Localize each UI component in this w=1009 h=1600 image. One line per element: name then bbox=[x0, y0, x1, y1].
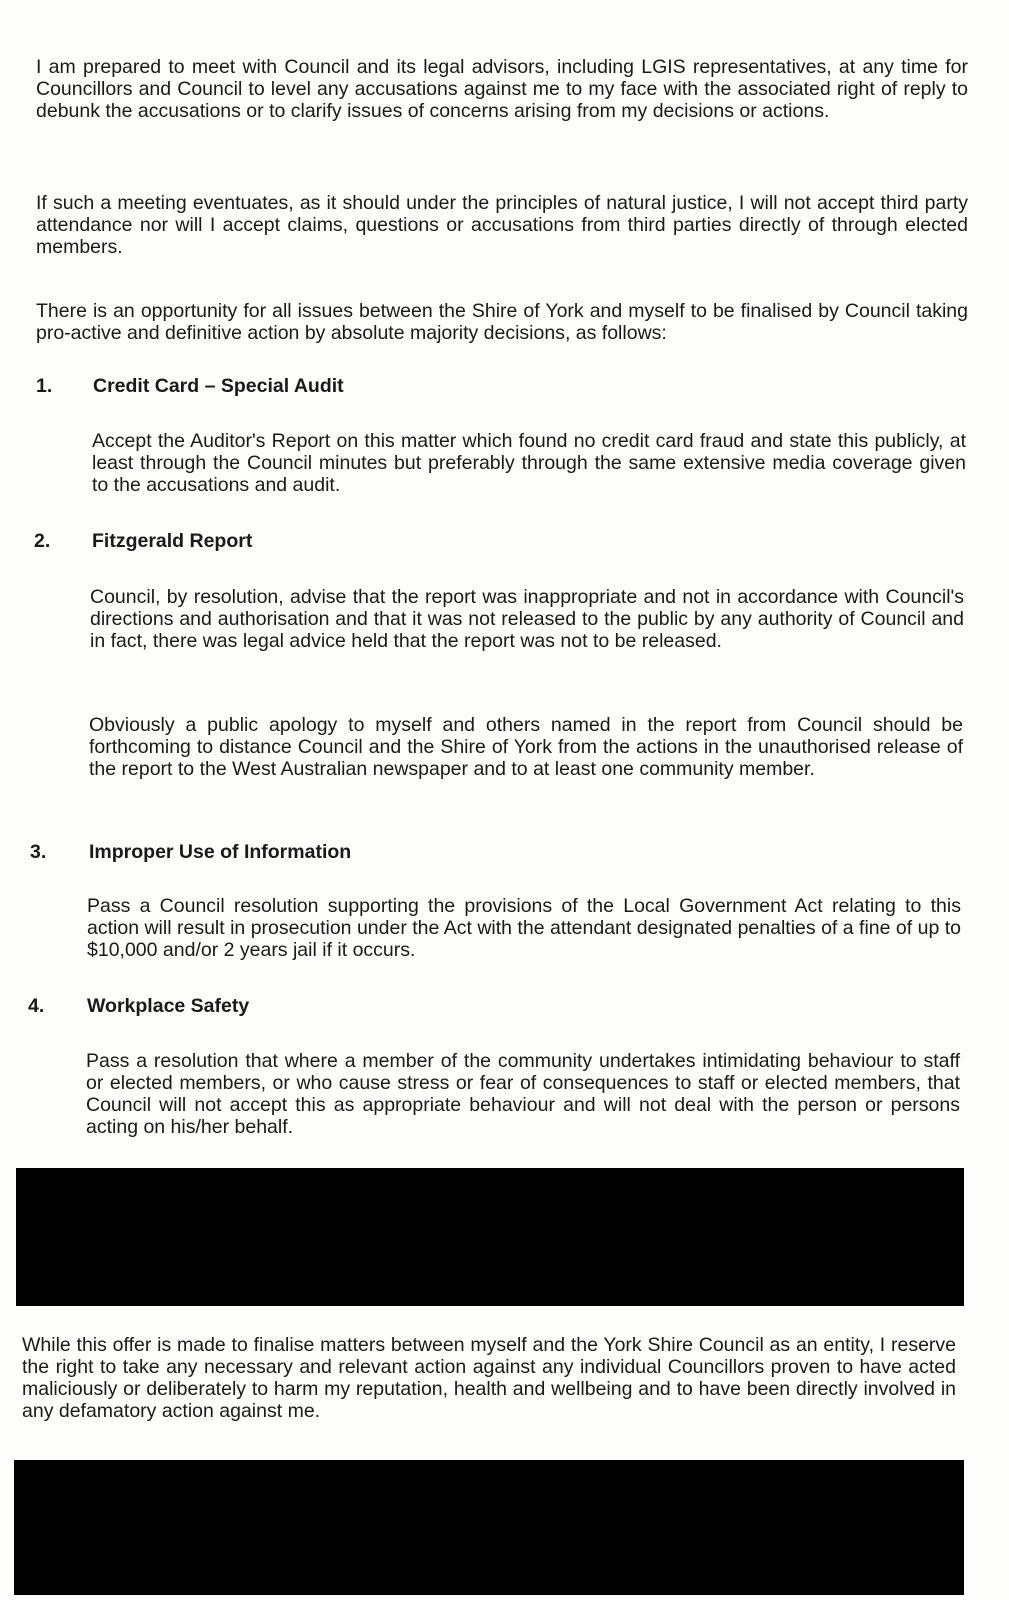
redaction-block-1 bbox=[16, 1168, 964, 1306]
item-2-number: 2. bbox=[34, 530, 51, 552]
item-1-heading: Credit Card – Special Audit bbox=[93, 375, 344, 397]
item-3-paragraph: Pass a Council resolution supporting the provisions of the Local Government Act relating to this action will result in prosecution under the Act with the attendant designated penalties of a fine of up to $10,000 and/or 2 years jail if it occurs. bbox=[87, 895, 961, 961]
intro-paragraph-1: I am prepared to meet with Council and its legal advisors, including LGIS representatives, at any time for Councillors and Council to level any accusations against me to my face with the associated right of reply to debunk the accusations or to clarify issues of concerns arising from my decisions or actions. bbox=[36, 56, 968, 122]
intro-paragraph-2: If such a meeting eventuates, as it should under the principles of natural justice, I will not accept third party attendance nor will I accept claims, questions or accusations from third parties directly of through elected members. bbox=[36, 192, 968, 258]
intro-paragraph-3: There is an opportunity for all issues between the Shire of York and myself to be finalised by Council taking pro-active and definitive action by absolute majority decisions, as follows: bbox=[36, 300, 968, 344]
item-4-paragraph: Pass a resolution that where a member of the community undertakes intimidating behaviour to staff or elected members, or who cause stress or fear of consequences to staff or elected members, that Council will not accept this as appropriate behaviour and will not deal with the person or persons acting on his/her behalf. bbox=[86, 1050, 960, 1138]
item-4-heading: Workplace Safety bbox=[87, 995, 250, 1017]
item-2-heading: Fitzgerald Report bbox=[92, 530, 253, 552]
item-1-paragraph: Accept the Auditor's Report on this matter which found no credit card fraud and state this publicly, at least through the Council minutes but preferably through the same extensive media coverage given to the accusations and audit. bbox=[92, 430, 966, 496]
item-2-paragraph-1: Council, by resolution, advise that the report was inappropriate and not in accordance with Council's directions and authorisation and that it was not released to the public by any authority of Council and in fact, there was legal advice held that the report was not to be released. bbox=[90, 586, 964, 652]
redaction-block-2 bbox=[14, 1460, 964, 1595]
item-3-heading: Improper Use of Information bbox=[89, 841, 352, 863]
item-3-number: 3. bbox=[30, 841, 47, 863]
closing-paragraph: While this offer is made to finalise matters between myself and the York Shire Council as an entity, I reserve the right to take any necessary and relevant action against any individual Councillors proven to have acted maliciously or deliberately to harm my reputation, health and wellbeing and to have been directly involved in any defamatory action against me. bbox=[22, 1334, 956, 1422]
item-2-paragraph-2: Obviously a public apology to myself and others named in the report from Council should be forthcoming to distance Council and the Shire of York from the actions in the unauthorised release of the report to the West Australian newspaper and to at least one community member. bbox=[89, 714, 963, 780]
item-4-number: 4. bbox=[28, 995, 45, 1017]
item-1-number: 1. bbox=[36, 375, 53, 397]
